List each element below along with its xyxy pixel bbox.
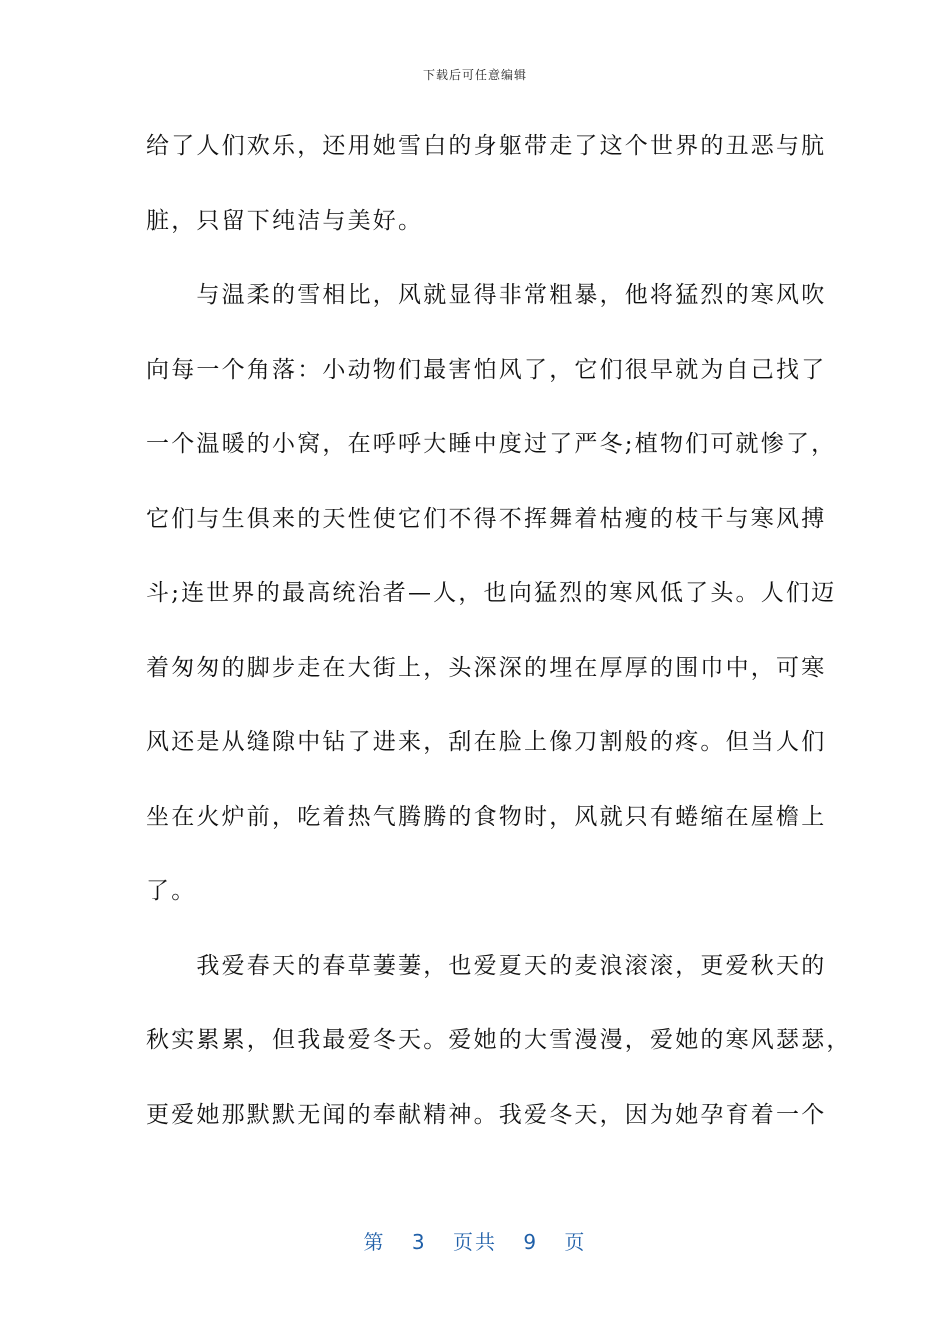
text-line: 它们与生俱来的天性使它们不得不挥舞着枯瘦的枝干与寒风搏	[146, 505, 827, 532]
text-line: 风还是从缝隙中钻了进来，刮在脸上像刀割般的疼。但当人们	[146, 729, 827, 755]
text-line: 了。	[146, 878, 197, 904]
text-line: 脏，只留下纯洁与美好。	[146, 207, 424, 234]
text-line: 与温柔的雪相比，风就显得非常粗暴，他将猛烈的寒风吹	[146, 282, 827, 308]
text-line: 给了人们欢乐，还用她雪白的身躯带走了这个世界的丑恶与肮	[146, 133, 827, 159]
text-line: 一个温暖的小窝，在呼呼大睡中度过了严冬;植物们可就惨了，	[146, 431, 837, 457]
page-number-footer: 第 3 页共 9 页	[363, 1230, 587, 1254]
text-line: 秋实累累，但我最爱冬天。爱她的大雪漫漫，爱她的寒风瑟瑟，	[146, 1027, 852, 1053]
text-line: 更爱她那默默无闻的奉献精神。我爱冬天，因为她孕育着一个	[146, 1101, 827, 1128]
text-line: 我爱春天的春草萋萋，也爱夏天的麦浪滚滚，更爱秋天的	[146, 952, 827, 979]
text-line: 坐在火炉前，吃着热气腾腾的食物时，风就只有蜷缩在屋檐上	[146, 803, 827, 830]
document-body	[146, 118, 852, 1161]
page-header: 下载后可任意编辑	[422, 68, 527, 82]
text-line: 向每一个角落：小动物们最害怕风了，它们很早就为自己找了	[146, 356, 827, 383]
text-line: 斗;连世界的最高统治者—人，也向猛烈的寒风低了头。人们迈	[146, 580, 837, 606]
text-line: 着匆匆的脚步走在大街上，头深深的埋在厚厚的围巾中，可寒	[146, 654, 827, 681]
